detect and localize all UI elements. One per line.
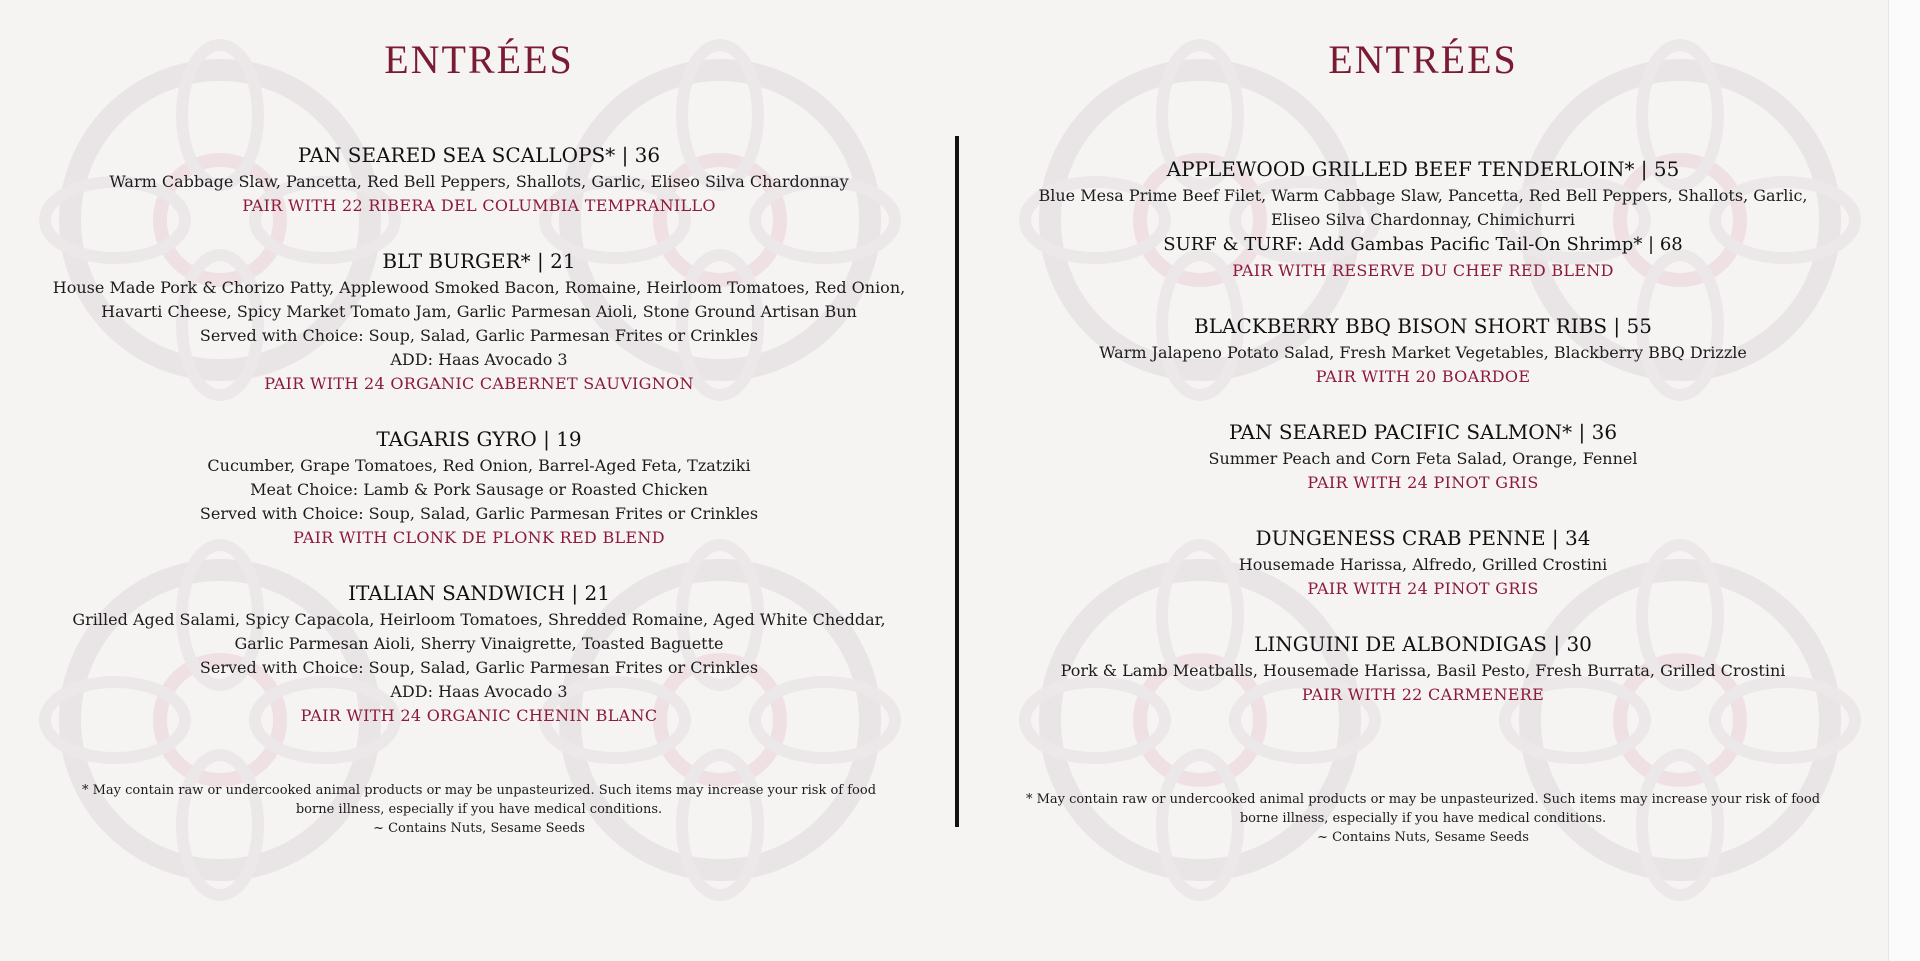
item-description: Pork & Lamb Meatballs, Housemade Harissa, Basil Pesto, Fresh Burrata, Grilled Crostini [1060, 661, 1786, 680]
item-title: DUNGENESS CRAB PENNE | 34 [1255, 526, 1591, 550]
menu-item [958, 156, 1888, 283]
item-description: Served with Choice: Soup, Salad, Garlic Parmesan Frites or Crinkles [199, 658, 759, 677]
menu-item [0, 426, 958, 550]
menu-page-left [0, 0, 958, 961]
wine-pairing: PAIR WITH 22 RIBERA DEL COLUMBIA TEMPRANILLO [242, 196, 716, 215]
item-title: APPLEWOOD GRILLED BEEF TENDERLOIN* | 55 [1166, 157, 1680, 181]
footnote-line: ~ Contains Nuts, Sesame Seeds [373, 821, 585, 836]
item-description: Havarti Cheese, Spicy Market Tomato Jam, Garlic Parmesan Aioli, Stone Ground Artisan Bun [101, 302, 857, 321]
item-description: Housemade Harissa, Alfredo, Grilled Crostini [1238, 555, 1608, 574]
wine-pairing: PAIR WITH CLONK DE PLONK RED BLEND [293, 528, 665, 547]
item-description: House Made Pork & Chorizo Patty, Applewood Smoked Bacon, Romaine, Heirloom Tomatoes, Red Onion, [52, 278, 906, 297]
item-description: Summer Peach and Corn Feta Salad, Orange, Fennel [1208, 449, 1638, 468]
menu-item [958, 419, 1888, 495]
menu-items [958, 156, 1888, 737]
page-title: ENTRÉES [1328, 37, 1518, 82]
footnote-line: * May contain raw or undercooked animal products or may be unpasteurized. Such items may increase your risk of food [81, 783, 877, 798]
page-title: ENTRÉES [384, 37, 574, 82]
item-description: ADD: Haas Avocado 3 [390, 350, 568, 369]
menu-item [958, 631, 1888, 707]
wine-pairing: PAIR WITH 24 ORGANIC CABERNET SAUVIGNON [264, 374, 694, 393]
item-title: BLACKBERRY BBQ BISON SHORT RIBS | 55 [1194, 314, 1652, 338]
menu-items [0, 142, 958, 758]
item-description: Served with Choice: Soup, Salad, Garlic Parmesan Frites or Crinkles [199, 504, 759, 523]
item-description: Eliseo Silva Chardonnay, Chimichurri [1271, 210, 1575, 229]
menu-page-right [958, 0, 1888, 961]
allergen-footnote [958, 790, 1888, 847]
footnote-line: borne illness, especially if you have medical conditions. [1239, 811, 1607, 826]
page-edge-strip [1888, 0, 1920, 961]
item-title: PAN SEARED SEA SCALLOPS* | 36 [297, 143, 661, 167]
item-title: TAGARIS GYRO | 19 [376, 427, 582, 451]
footnote-line: borne illness, especially if you have medical conditions. [295, 802, 663, 817]
item-description: Served with Choice: Soup, Salad, Garlic Parmesan Frites or Crinkles [199, 326, 759, 345]
wine-pairing: PAIR WITH 22 CARMENERE [1301, 685, 1545, 704]
wine-pairing: PAIR WITH 24 PINOT GRIS [1307, 579, 1539, 598]
footnote-line: * May contain raw or undercooked animal products or may be unpasteurized. Such items may increase your risk of food [1025, 792, 1821, 807]
wine-pairing: PAIR WITH 24 PINOT GRIS [1307, 473, 1539, 492]
item-description: Blue Mesa Prime Beef Filet, Warm Cabbage Slaw, Pancetta, Red Bell Peppers, Shallots, Garlic, [1038, 186, 1808, 205]
footnote-line: ~ Contains Nuts, Sesame Seeds [1317, 830, 1529, 845]
wine-pairing: PAIR WITH 24 ORGANIC CHENIN BLANC [300, 706, 658, 725]
menu-item [958, 525, 1888, 601]
item-title: BLT BURGER* | 21 [382, 249, 576, 273]
item-description: ADD: Haas Avocado 3 [390, 682, 568, 701]
item-description: Warm Cabbage Slaw, Pancetta, Red Bell Peppers, Shallots, Garlic, Eliseo Silva Chardonnay [109, 172, 849, 191]
item-addon: SURF & TURF: Add Gambas Pacific Tail-On Shrimp* | 68 [1163, 234, 1683, 255]
item-title: LINGUINI DE ALBONDIGAS | 30 [1254, 632, 1592, 656]
item-description: Grilled Aged Salami, Spicy Capacola, Heirloom Tomatoes, Shredded Romaine, Aged White Cheddar, [72, 610, 886, 629]
wine-pairing: PAIR WITH RESERVE DU CHEF RED BLEND [1232, 261, 1614, 280]
item-description: Garlic Parmesan Aioli, Sherry Vinaigrette, Toasted Baguette [234, 634, 724, 653]
allergen-footnote [0, 781, 958, 838]
item-title: ITALIAN SANDWICH | 21 [348, 581, 610, 605]
item-description: Warm Jalapeno Potato Salad, Fresh Market Vegetables, Blackberry BBQ Drizzle [1099, 343, 1747, 362]
item-description: Cucumber, Grape Tomatoes, Red Onion, Barrel-Aged Feta, Tzatziki [207, 456, 751, 475]
item-title: PAN SEARED PACIFIC SALMON* | 36 [1228, 420, 1618, 444]
menu-item [0, 248, 958, 396]
menu-item [0, 580, 958, 728]
item-description: Meat Choice: Lamb & Pork Sausage or Roasted Chicken [250, 480, 708, 499]
menu-item [958, 313, 1888, 389]
wine-pairing: PAIR WITH 20 BOARDOE [1315, 367, 1531, 386]
menu-item [0, 142, 958, 218]
